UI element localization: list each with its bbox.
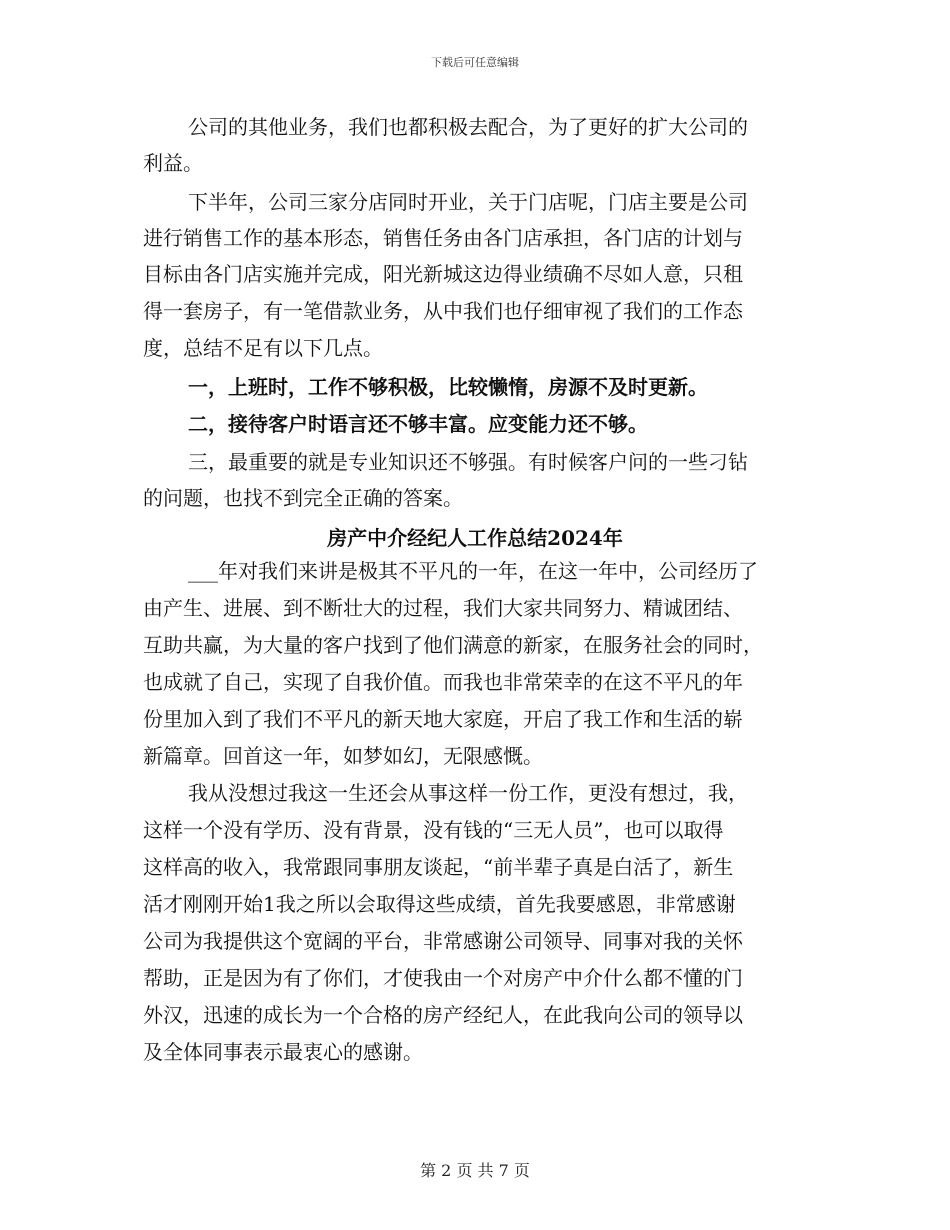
paragraph-line: 利益。: [143, 151, 203, 175]
paragraph-line: 度，总结不足有以下几点。: [143, 336, 383, 360]
point-one: 一，上班时，工作不够积极，比较懒惰，房源不及时更新。: [188, 375, 708, 399]
paragraph-line: ___年对我们来讲是极其不平凡的一年，在这一年中，公司经历了: [188, 559, 758, 583]
point-three-line: 三，最重要的就是专业知识还不够强。有时候客户问的一些刁钻: [188, 450, 748, 474]
paragraph-line: 目标由各门店实施并完成，阳光新城这边得业绩确不尽如人意，只租: [143, 262, 743, 286]
paragraph-line: 下半年，公司三家分店同时开业，关于门店呢，门店主要是公司: [188, 190, 748, 214]
paragraph-line: 由产生、进展、到不断壮大的过程，我们大家共同努力、精诚团结、: [143, 596, 743, 620]
paragraph-line: 新篇章。回首这一年，如梦如幻，无限感慨。: [143, 744, 543, 768]
paragraph-line: 得一套房子，有一笔借款业务，从中我们也仔细审视了我们的工作态: [143, 299, 743, 323]
paragraph-line: 活才刚刚开始1我之所以会取得这些成绩，首先我要感恩，非常感谢: [143, 892, 736, 916]
point-three-line: 的问题，也找不到完全正确的答案。: [143, 486, 463, 510]
paragraph-line: 外汉，迅速的成长为一个合格的房产经纪人，在此我向公司的领导以: [143, 1003, 743, 1027]
paragraph-line: 帮助，正是因为有了你们，才使我由一个对房产中介什么都不懂的门: [143, 966, 743, 990]
paragraph-line: 也成就了自己，实现了自我价值。而我也非常荣幸的在这不平凡的年: [143, 670, 743, 694]
paragraph-line: 这样一个没有学历、没有背景，没有钱的“三无人员”，也可以取得: [143, 818, 724, 842]
paragraph-line: 互助共赢，为大量的客户找到了他们满意的新家，在服务社会的同时，: [143, 633, 763, 657]
page-header: 下载后可任意编辑: [431, 56, 519, 69]
paragraph-line: 这样高的收入，我常跟同事朋友谈起，“前半辈子真是白活了，新生: [143, 855, 734, 879]
paragraph-line: 及全体同事表示最衷心的感谢。: [143, 1040, 423, 1064]
section-title: 房产中介经纪人工作总结2024年: [327, 526, 623, 550]
paragraph-line: 份里加入到了我们不平凡的新天地大家庭，开启了我工作和生活的崭: [143, 707, 743, 731]
point-two: 二，接待客户时语言还不够丰富。应变能力还不够。: [188, 412, 648, 436]
page-footer: 第 2 页 共 7 页: [420, 1161, 530, 1180]
paragraph-line: 进行销售工作的基本形态，销售任务由各门店承担，各门店的计划与: [143, 226, 743, 250]
paragraph-line: 我从没想过我这一生还会从事这样一份工作，更没有想过，我，: [188, 781, 748, 805]
paragraph-line: 公司为我提供这个宽阔的平台，非常感谢公司领导、同事对我的关怀: [143, 929, 743, 953]
paragraph-line: 公司的其他业务，我们也都积极去配合，为了更好的扩大公司的: [188, 115, 748, 139]
